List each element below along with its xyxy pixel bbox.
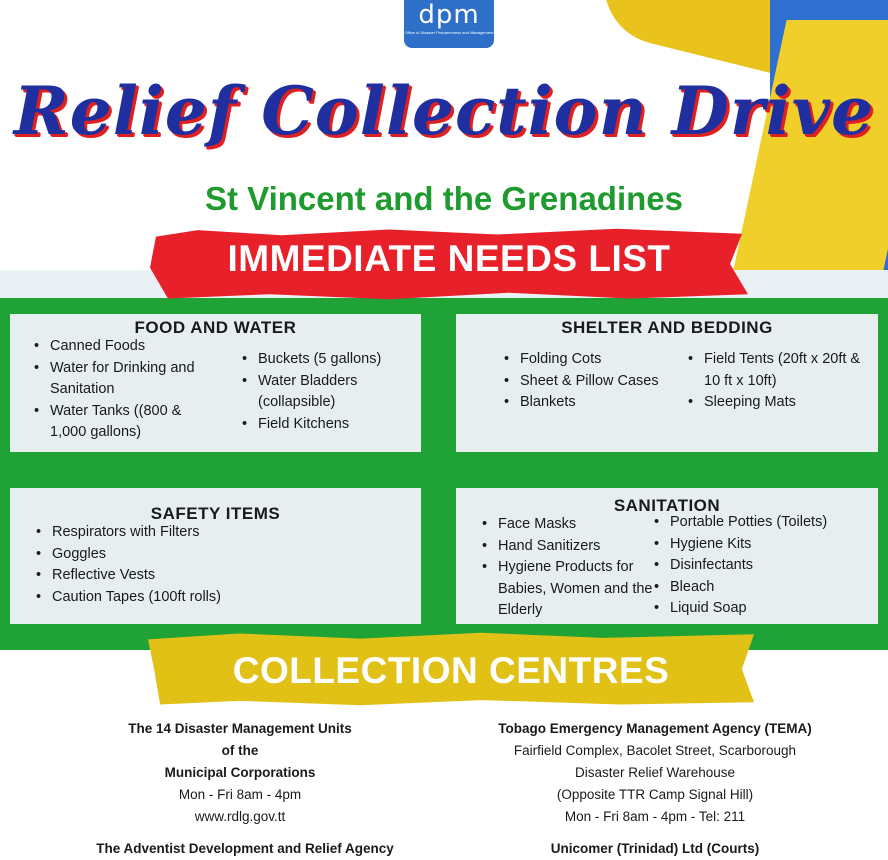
list-item: • Sheet & Pillow Cases bbox=[500, 371, 685, 393]
centre-address: Disaster Relief Warehouse bbox=[574, 765, 736, 780]
centre-adra bbox=[40, 838, 450, 860]
list-item: • Respirators with Filters bbox=[32, 522, 402, 544]
food-water-box bbox=[10, 314, 421, 452]
list-item: • Water for Drinking and Sanitation bbox=[30, 358, 205, 401]
food-water-title: FOOD AND WATER bbox=[134, 318, 297, 337]
shelter-list-col1 bbox=[500, 349, 685, 414]
sanitation-title: SANITATION bbox=[613, 496, 721, 515]
list-item: • Bleach bbox=[650, 577, 876, 599]
safety-list bbox=[32, 522, 402, 608]
centre-dmu bbox=[60, 718, 420, 828]
list-item: • Liquid Soap bbox=[650, 598, 876, 620]
list-item: • Buckets (5 gallons) bbox=[238, 349, 418, 371]
centre-name-line2: of the bbox=[221, 743, 259, 758]
food-list-col1 bbox=[30, 336, 205, 444]
shelter-list-col2 bbox=[684, 349, 874, 414]
centre-name: Unicomer (Trinidad) Ltd (Courts) bbox=[550, 841, 760, 856]
list-item: • Hand Sanitizers bbox=[478, 536, 653, 558]
centre-tema bbox=[440, 718, 870, 828]
centre-courts bbox=[440, 838, 870, 860]
centres-banner-title: COLLECTION CENTRES bbox=[232, 650, 670, 691]
needs-banner-title: IMMEDIATE NEEDS LIST bbox=[227, 238, 671, 279]
sanitation-list-col1 bbox=[478, 514, 653, 622]
food-list-col2 bbox=[238, 349, 418, 435]
centre-name: The 14 Disaster Management Units bbox=[128, 721, 352, 736]
centre-name-line3: Municipal Corporations bbox=[164, 765, 316, 780]
shelter-bedding-box bbox=[456, 314, 878, 452]
centre-name: Tobago Emergency Management Agency (TEMA) bbox=[498, 721, 812, 736]
centre-name: The Adventist Development and Relief Agency bbox=[96, 841, 394, 856]
odpm-logo bbox=[404, 0, 494, 48]
centre-address: Fairfield Complex, Bacolet Street, Scarborough bbox=[513, 743, 797, 758]
page-subtitle: St Vincent and the Grenadines bbox=[204, 180, 683, 217]
list-item: • Canned Foods bbox=[30, 336, 205, 358]
centre-hours: Mon - Fri 8am - 4pm bbox=[178, 787, 302, 802]
sanitation-list-col2 bbox=[650, 512, 876, 620]
centre-address: (Opposite TTR Camp Signal Hill) bbox=[556, 787, 754, 802]
logo-mark: dpm bbox=[418, 0, 480, 30]
logo-subtext: Office of Disaster Preparedness and Management bbox=[404, 30, 494, 35]
list-item: • Reflective Vests bbox=[32, 565, 402, 587]
list-item: • Field Kitchens bbox=[238, 414, 418, 436]
safety-items-box bbox=[10, 488, 421, 624]
list-item: • Hygiene Products for Babies, Women and the Elderly bbox=[478, 557, 653, 622]
list-item: • Water Bladders (collapsible) bbox=[238, 371, 418, 414]
list-item: • Sleeping Mats bbox=[684, 392, 874, 414]
page-title: Relief Collection Drive bbox=[13, 72, 875, 150]
centre-hours: Mon - Fri 8am - 4pm - Tel: 211 bbox=[564, 809, 746, 824]
sanitation-box bbox=[456, 488, 878, 624]
list-item: • Disinfectants bbox=[650, 555, 876, 577]
list-item: • Blankets bbox=[500, 392, 685, 414]
list-item: • Portable Potties (Toilets) bbox=[650, 512, 876, 534]
list-item: • Goggles bbox=[32, 544, 402, 566]
safety-items-title: SAFETY ITEMS bbox=[150, 504, 281, 523]
list-item: • Folding Cots bbox=[500, 349, 685, 371]
list-item: • Face Masks bbox=[478, 514, 653, 536]
list-item: • Caution Tapes (100ft rolls) bbox=[32, 587, 402, 609]
list-item: • Water Tanks ((800 & 1,000 gallons) bbox=[30, 401, 205, 444]
centre-website: www.rdlg.gov.tt bbox=[194, 809, 286, 824]
shelter-bedding-title: SHELTER AND BEDDING bbox=[561, 318, 773, 337]
list-item: • Field Tents (20ft x 20ft & 10 ft x 10ft) bbox=[684, 349, 874, 392]
list-item: • Hygiene Kits bbox=[650, 534, 876, 556]
